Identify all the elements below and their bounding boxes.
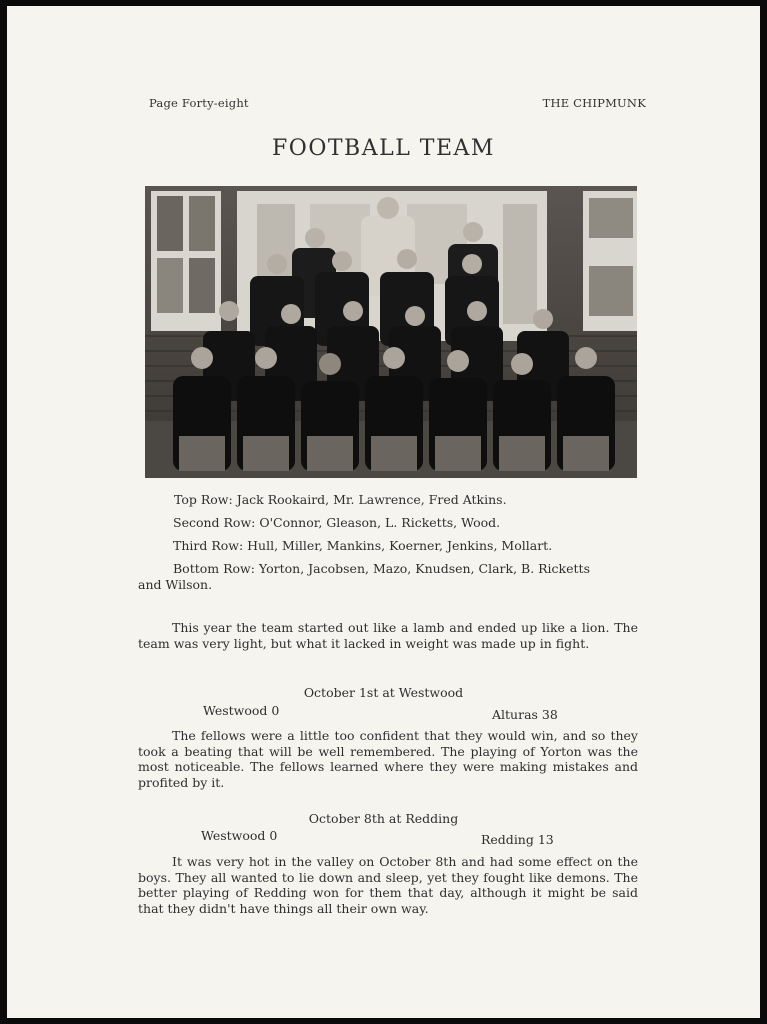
game-2-away-score: Redding 13 xyxy=(481,832,554,847)
page-number: Page Forty-eight xyxy=(149,96,249,110)
intro-paragraph: This year the team started out like a lamb and ended up like a lion. The team was very light, but what it lacked in weight was made up in fight. xyxy=(138,620,638,651)
game-1-summary: The fellows were a little too confident that they would win, and so they took a beating that will be well remembered. The playing of Yorton was the most noticeable. The fellows learned where they were making mistakes and profited by it. xyxy=(138,728,638,790)
game-1-heading: October 1st at Westwood xyxy=(303,685,464,700)
caption-bottom-row-cont: and Wilson. xyxy=(138,577,213,592)
team-photo-icon xyxy=(145,186,637,478)
game-2-summary: It was very hot in the valley on October 8th and had some effect on the boys. They all wanted to lie down and sleep, yet they fought like demons. The better playing of Redding won for them that day, although it might be said that they didn't have things all their own way. xyxy=(138,854,638,916)
caption-top-row: Top Row: Jack Rookaird, Mr. Lawrence, Fred Atkins. xyxy=(174,492,507,507)
game-1-home-score: Westwood 0 xyxy=(203,703,280,718)
game-1-away-score: Alturas 38 xyxy=(492,707,558,722)
publication-name: THE CHIPMUNK xyxy=(542,96,646,110)
page-title: FOOTBALL TEAM xyxy=(272,136,495,161)
team-photo xyxy=(145,186,637,478)
yearbook-page xyxy=(7,6,760,1018)
caption-bottom-row: Bottom Row: Yorton, Jacobsen, Mazo, Knudsen, Clark, B. Ricketts xyxy=(173,561,590,576)
caption-second-row: Second Row: O'Connor, Gleason, L. Ricketts, Wood. xyxy=(173,515,501,530)
caption-third-row: Third Row: Hull, Miller, Mankins, Koerner, Jenkins, Mollart. xyxy=(173,538,553,553)
game-2-home-score: Westwood 0 xyxy=(201,828,278,843)
game-2-heading: October 8th at Redding xyxy=(308,811,459,826)
